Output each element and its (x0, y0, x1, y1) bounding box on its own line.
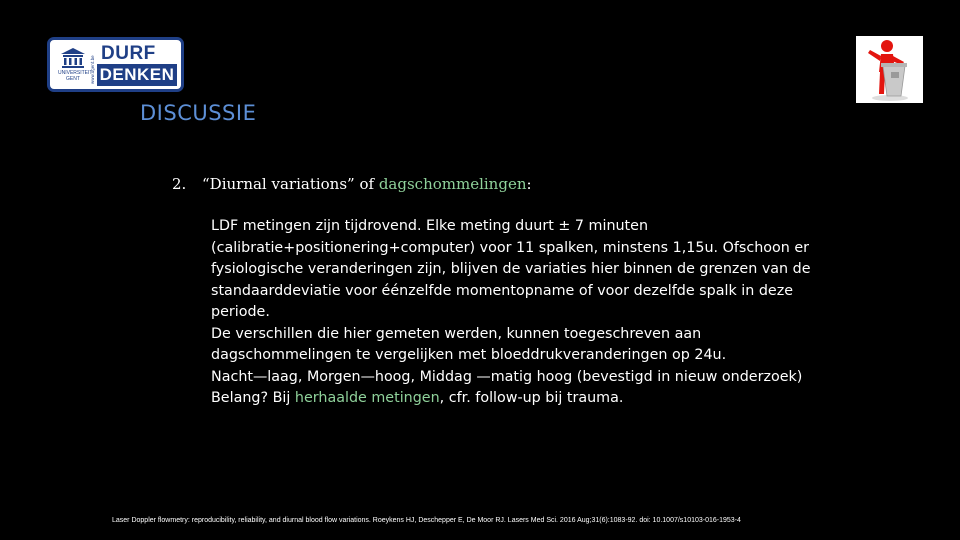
discussion-point (172, 175, 532, 193)
body-line: dagschommelingen te vergelijken met bloeddrukveranderingen op 24u. (211, 347, 727, 363)
last-line-prefix: Belang? Bij (211, 390, 295, 406)
point-suffix: : (526, 175, 532, 193)
body-line: periode. (211, 304, 270, 320)
university-building-icon (60, 47, 86, 69)
body-last-line (211, 388, 891, 410)
body-line: (calibratie+positionering+computer) voor 11 spalken, minstens 1,15u. Ofschoon er (211, 239, 810, 256)
slide-title: DISCUSSIE (140, 101, 257, 125)
logo-durf-text: DURF (101, 43, 156, 64)
body-line: standaarddeviatie voor éénzelfde momentopname of voor dezelfde spalk in deze (211, 282, 794, 299)
body-line: LDF metingen zijn tijdrovend. Elke meting duurt ± 7 minuten (211, 218, 649, 234)
body-line: Nacht—laag, Morgen—hoog, Middag —matig hoog (bevestigd in nieuw onderzoek) (211, 368, 803, 385)
body-line: fysiologische veranderingen zijn, blijven de variaties hier binnen de grenzen van de (211, 261, 811, 277)
last-line-highlight: herhaalde metingen (294, 390, 440, 406)
university-name: UNIVERSITEIT GENT (58, 70, 93, 82)
speaker-at-podium-icon (856, 36, 923, 103)
logo-denken-text: DENKEN (97, 64, 177, 86)
reference-footer: Laser Doppler flowmetry: reproducibility, reliability, and diurnal blood flow variations. Roeykens HJ, Deschepper E, De Moor RJ. Lasers Med Sci. 2016 Aug;31(6):1083-92. doi: 10.1007/s10103-016-1953-4 (112, 517, 741, 524)
point-quote: “Diurnal variations” of (202, 175, 379, 193)
point-number: 2. (172, 175, 187, 193)
durf-denken-logo (47, 37, 184, 92)
body-line: De verschillen die hier gemeten werden, kunnen toegeschreven aan (211, 325, 702, 342)
last-line-suffix: , cfr. follow-up bij trauma. (439, 390, 624, 406)
slide-body (211, 216, 891, 410)
point-highlight: dagschommelingen (378, 175, 527, 193)
logo-vertical-text: www.ugent.be (90, 55, 95, 84)
